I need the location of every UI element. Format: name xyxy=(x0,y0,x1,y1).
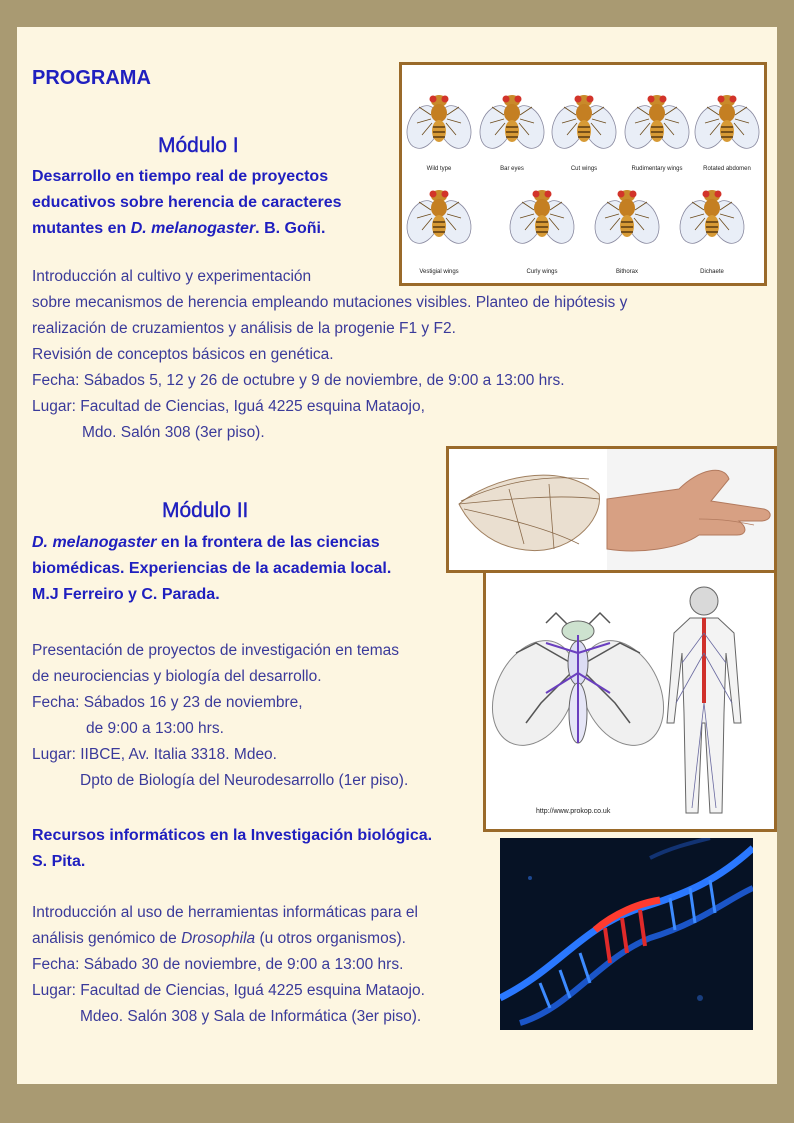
recursos-description xyxy=(32,900,502,1030)
desc-line: realización de cruzamientos y análisis de la progenie F1 y F2. xyxy=(32,320,456,337)
modulo1-description xyxy=(32,264,752,446)
desc-line: de neurociencias y biología del desarrollo. xyxy=(32,668,322,685)
desc-line: sobre mecanismos de herencia empleando mutaciones visibles. Planteo de hipótesis y xyxy=(32,294,628,311)
modulo1-title: Módulo I xyxy=(158,134,239,157)
recursos-lugar-detail: Mdeo. Salón 308 y Sala de Informática (3er piso). xyxy=(80,1008,422,1025)
recursos-fecha: Fecha: Sábado 30 de noviembre, de 9:00 a 13:00 hrs. xyxy=(32,956,404,973)
dna-image xyxy=(500,838,753,1030)
fly-caption: Rotated abdomen xyxy=(703,166,751,172)
desc-line: Introducción al cultivo y experimentación xyxy=(32,268,312,285)
fly-caption: Wild type xyxy=(426,166,452,172)
modulo1-subtitle-line: educativos sobre herencia de caracteres xyxy=(32,194,342,211)
fly-caption: Dichaete xyxy=(700,269,724,275)
fly-caption: Curly wings xyxy=(526,269,558,275)
modulo1-lugar: Lugar: Facultad de Ciencias, Iguá 4225 esquina Mataojo, xyxy=(32,398,425,415)
human-nervous-system-illustration xyxy=(667,587,741,813)
fly-row-2 xyxy=(402,190,750,248)
modulo2-description xyxy=(32,638,482,794)
fly-caption: Bithorax xyxy=(615,269,639,275)
page-title: PROGRAMA xyxy=(32,67,151,89)
modulo2-lugar-detail: Dpto de Biología del Neurodesarrollo (1er piso). xyxy=(80,772,409,789)
fly-caption: Bar eyes xyxy=(500,166,524,172)
modulo1-subtitle-line: mutantes en D. melanogaster. B. Goñi. xyxy=(32,220,326,237)
fly-nervous-system-illustration xyxy=(486,613,680,759)
modulo2-title: Módulo II xyxy=(162,499,249,522)
fly-mutants-image xyxy=(399,62,767,286)
image-credit: http://www.prokop.co.uk xyxy=(536,808,611,815)
modulo1-fecha: Fecha: Sábados 5, 12 y 26 de octubre y 9 de noviembre, de 9:00 a 13:00 hrs. xyxy=(32,372,565,389)
recursos-lugar: Lugar: Facultad de Ciencias, Iguá 4225 esquina Mataojo. xyxy=(32,982,425,999)
desc-line: Revisión de conceptos básicos en genética. xyxy=(32,346,334,363)
desc-line: Introducción al uso de herramientas informáticas para el xyxy=(32,904,418,921)
nervous-system-image xyxy=(483,570,777,832)
modulo1-subtitle-line: Desarrollo en tiempo real de proyectos xyxy=(32,168,329,185)
modulo2-lugar: Lugar: IIBCE, Av. Italia 3318. Mdeo. xyxy=(32,746,277,763)
modulo2-subtitle-line: D. melanogaster en la frontera de las ciencias xyxy=(32,534,380,551)
recursos-title xyxy=(32,823,502,875)
modulo2-subtitle-line: M.J Ferreiro y C. Parada. xyxy=(32,586,220,603)
fly-row-1 xyxy=(402,95,764,153)
modulo1-lugar-detail: Mdo. Salón 308 (3er piso). xyxy=(82,424,265,441)
wing-hand-image xyxy=(446,446,777,573)
fly-caption: Rudimentary wings xyxy=(631,166,683,172)
modulo2-subtitle-line: biomédicas. Experiencias de la academia local. xyxy=(32,560,392,577)
fly-caption: Vestigial wings xyxy=(419,269,459,275)
fly-caption: Cut wings xyxy=(570,166,598,172)
desc-line: análisis genómico de Drosophila (u otros organismos). xyxy=(32,930,406,947)
modulo2-fecha: Fecha: Sábados 16 y 23 de noviembre, xyxy=(32,694,303,711)
desc-line: Presentación de proyectos de investigación en temas xyxy=(32,642,400,659)
recursos-author: S. Pita. xyxy=(32,853,86,870)
modulo2-subtitle xyxy=(32,530,472,608)
recursos-title-line: Recursos informáticos en la Investigación biológica. xyxy=(32,827,433,844)
modulo1-subtitle xyxy=(32,164,402,242)
modulo2-fecha-detail: de 9:00 a 13:00 hrs. xyxy=(86,720,224,737)
